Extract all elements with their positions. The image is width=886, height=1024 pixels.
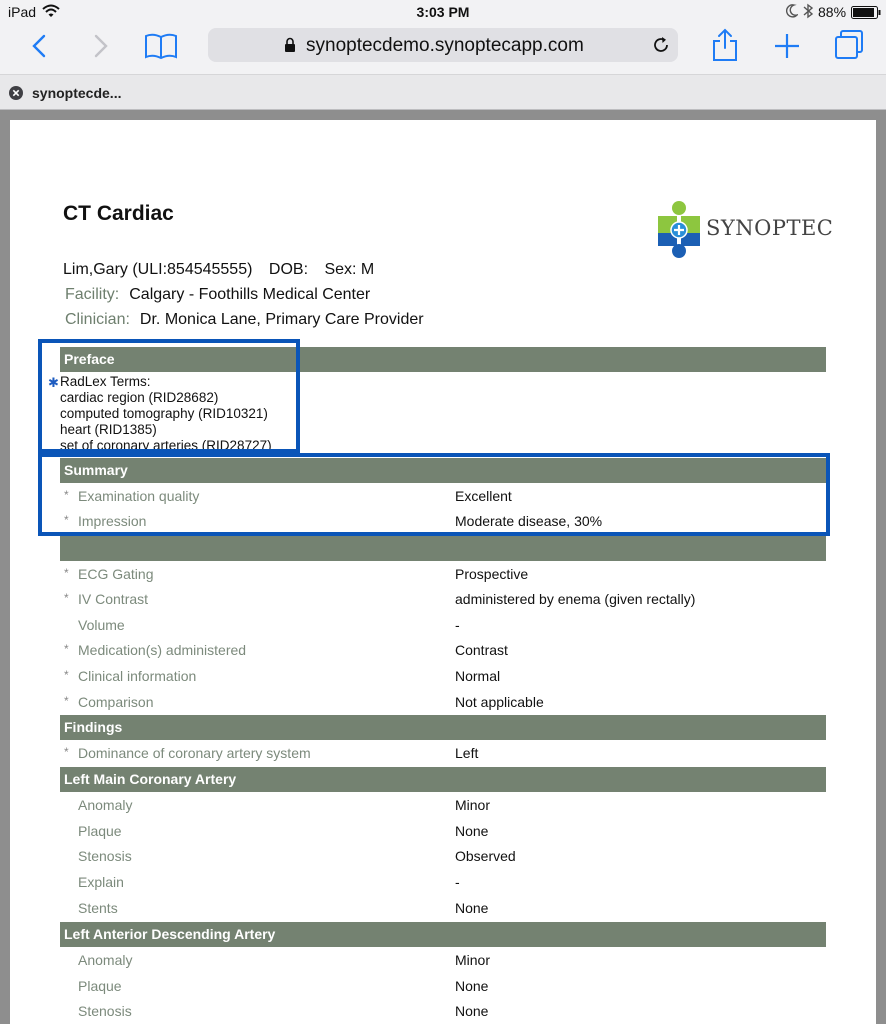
- lock-icon: [284, 37, 296, 53]
- row-label: IV Contrast: [78, 591, 149, 607]
- radlex-title: RadLex Terms:: [60, 374, 151, 389]
- address-bar[interactable]: [208, 28, 678, 62]
- status-bar: [0, 0, 886, 24]
- report-page: [10, 120, 876, 1024]
- radlex-term: cardiac region (RID28682): [60, 390, 219, 405]
- left-main-row-explain[interactable]: [60, 869, 826, 894]
- row-value: Not applicable: [455, 694, 544, 710]
- technique-row-iv-contrast[interactable]: [60, 586, 826, 611]
- row-label: Comparison: [78, 694, 154, 710]
- lad-row-stenosis[interactable]: [60, 998, 826, 1023]
- battery-percent: 88%: [818, 4, 847, 20]
- back-icon[interactable]: [28, 33, 50, 59]
- row-value: administered by enema (given rectally): [455, 591, 696, 607]
- summary-highlight-box: [38, 453, 830, 536]
- required-star: *: [64, 513, 69, 527]
- radlex-term: heart (RID1385): [60, 422, 157, 437]
- row-label: Stenosis: [78, 848, 132, 864]
- facility-label: Facility:: [65, 286, 120, 303]
- row-value: Excellent: [455, 488, 512, 504]
- bookmarks-icon[interactable]: [144, 32, 178, 60]
- row-value: Observed: [455, 848, 516, 864]
- lad-row-plaque[interactable]: [60, 973, 826, 998]
- row-label: Impression: [78, 513, 147, 529]
- row-value: None: [455, 900, 489, 916]
- required-star: *: [64, 591, 69, 605]
- row-value: Minor: [455, 797, 491, 813]
- address-url: synoptecdemo.synoptecapp.com: [306, 35, 584, 56]
- tab-strip: [0, 74, 886, 110]
- preface-highlight-box: [38, 339, 300, 453]
- row-value: Minor: [455, 952, 491, 968]
- facility-row: [65, 286, 370, 304]
- row-value: None: [455, 823, 489, 839]
- radlex-term: computed tomography (RID10321): [60, 406, 268, 421]
- row-label: Anomaly: [78, 797, 133, 813]
- tab-title[interactable]: synoptecde...: [32, 85, 122, 101]
- new-tab-icon[interactable]: [774, 33, 800, 59]
- row-label: Plaque: [78, 823, 122, 839]
- synoptec-logo-icon: [656, 200, 702, 258]
- battery-icon: [851, 6, 881, 19]
- section-header-findings: Findings: [60, 715, 826, 740]
- required-star: *: [64, 694, 69, 708]
- row-value: None: [455, 978, 489, 994]
- row-label: Anomaly: [78, 952, 133, 968]
- radlex-term: set of coronary arteries (RID28727): [60, 438, 272, 453]
- patient-name: Lim,Gary (ULI:854545555): [63, 261, 253, 278]
- row-label: Volume: [78, 617, 125, 633]
- required-asterisk-icon: ✱: [48, 375, 59, 390]
- patient-dob: DOB:: [268, 261, 309, 278]
- patient-line: [63, 261, 386, 279]
- tabs-icon[interactable]: [834, 30, 864, 60]
- clinician-value: Dr. Monica Lane, Primary Care Provider: [139, 311, 424, 328]
- section-header-preface: Preface: [60, 347, 826, 372]
- row-value: None: [455, 1003, 489, 1019]
- required-star: *: [64, 488, 69, 502]
- row-label: Stents: [78, 900, 118, 916]
- clinician-row: [65, 311, 424, 329]
- report-title: CT Cardiac: [63, 202, 174, 225]
- tab-close-icon[interactable]: [9, 86, 23, 100]
- row-value: -: [455, 617, 460, 633]
- technique-row-ecg-gating[interactable]: [60, 561, 826, 586]
- technique-row-volume[interactable]: [60, 612, 826, 637]
- section-header-technique: [60, 536, 826, 561]
- browser-toolbar: [0, 24, 886, 74]
- bluetooth-icon: [802, 3, 814, 19]
- section-header-left-main: Left Main Coronary Artery: [60, 767, 826, 792]
- technique-row-comparison[interactable]: [60, 689, 826, 714]
- row-value: Prospective: [455, 566, 529, 582]
- required-star: *: [64, 642, 69, 656]
- row-label: ECG Gating: [78, 566, 154, 582]
- synoptec-logo: [656, 200, 834, 258]
- findings-row-dominance[interactable]: [60, 740, 826, 765]
- left-main-row-anomaly[interactable]: [60, 792, 826, 817]
- row-label: Examination quality: [78, 488, 200, 504]
- section-header-summary: Summary: [60, 458, 826, 483]
- device-name: iPad: [8, 4, 37, 20]
- lad-row-anomaly[interactable]: [60, 947, 826, 972]
- technique-row-medication[interactable]: [60, 637, 826, 662]
- logo-text: SYNOPTEC: [706, 216, 834, 240]
- web-viewport[interactable]: [0, 110, 886, 1024]
- moon-icon: [786, 4, 798, 18]
- reload-icon[interactable]: [652, 36, 670, 54]
- patient-sex: Sex: M: [324, 261, 375, 278]
- row-label: Explain: [78, 874, 124, 890]
- left-main-row-stents[interactable]: [60, 895, 826, 920]
- clinician-label: Clinician:: [65, 311, 130, 328]
- row-label: Dominance of coronary artery system: [78, 745, 311, 761]
- technique-row-clinical-info[interactable]: [60, 663, 826, 688]
- row-value: Contrast: [455, 642, 508, 658]
- row-label: Stenosis: [78, 1003, 132, 1019]
- row-label: Clinical information: [78, 668, 197, 684]
- required-star: *: [64, 668, 69, 682]
- row-value: Moderate disease, 30%: [455, 513, 603, 529]
- left-main-row-plaque[interactable]: [60, 818, 826, 843]
- required-star: *: [64, 566, 69, 580]
- facility-value: Calgary - Foothills Medical Center: [129, 286, 371, 303]
- left-main-row-stenosis[interactable]: [60, 843, 826, 868]
- row-value: -: [455, 874, 460, 890]
- row-label: Medication(s) administered: [78, 642, 247, 658]
- row-label: Plaque: [78, 978, 122, 994]
- forward-icon[interactable]: [90, 33, 112, 59]
- status-time: 3:03 PM: [416, 4, 470, 20]
- share-icon[interactable]: [712, 28, 738, 62]
- row-value: Normal: [455, 668, 501, 684]
- row-value: Left: [455, 745, 479, 761]
- section-header-lad: Left Anterior Descending Artery: [60, 922, 826, 947]
- required-star: *: [64, 745, 69, 759]
